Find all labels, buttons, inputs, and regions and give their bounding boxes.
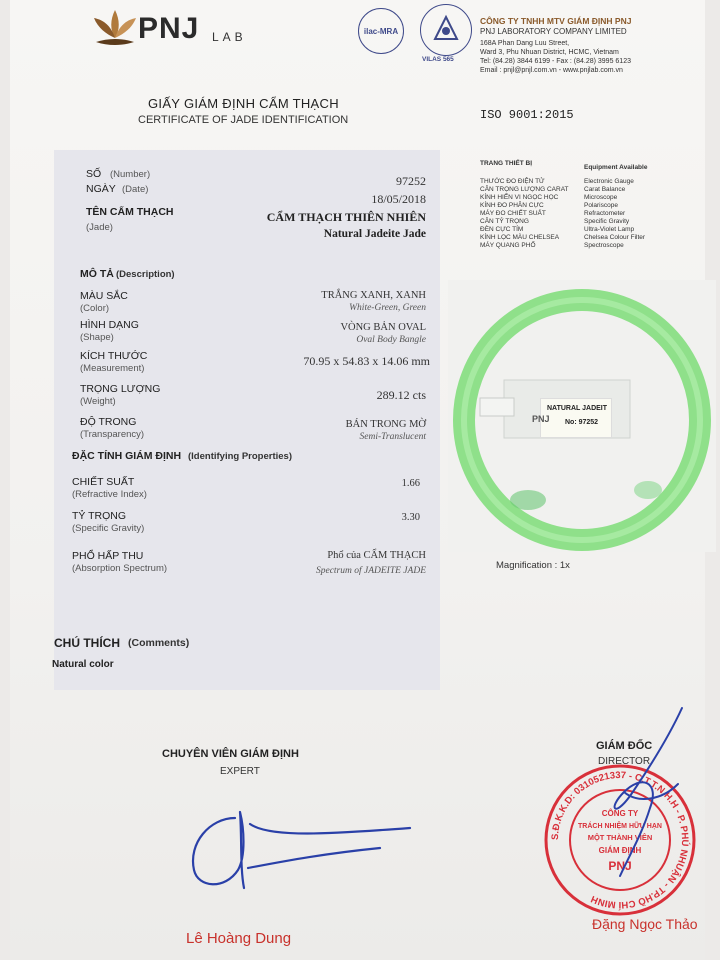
description-heading-vn: MÔ TẢ xyxy=(80,268,114,280)
equipment-item-en: Specific Gravity xyxy=(584,218,630,225)
director-title-vn: GIÁM ĐỐC xyxy=(596,740,653,752)
stamp-center-line: CÔNG TY xyxy=(601,809,639,818)
vilas-emblem-icon xyxy=(421,5,471,55)
certificate-date: 18/05/2018 xyxy=(371,192,426,206)
logo-text: PNJ xyxy=(138,12,200,45)
equipment-list-en xyxy=(584,178,645,250)
iso-certification: ISO 9001:2015 xyxy=(480,108,574,122)
spectrum-value-vn: Phổ của CẨM THẠCH xyxy=(327,550,426,561)
ilac-mra-text: ilac-MRA xyxy=(363,26,399,36)
equipment-item-en: Chelsea Colour Filter xyxy=(584,234,646,241)
description-heading-en: (Description) xyxy=(116,269,175,280)
spectrum-label-en: (Absorption Spectrum) xyxy=(72,563,168,574)
specific-gravity-label-vn: TỶ TRỌNG xyxy=(72,510,127,522)
equipment-item-vn: MÁY QUANG PHỔ xyxy=(480,242,536,249)
equipment-item-vn: ĐÈN CỰC TÍM xyxy=(480,226,524,233)
jade-label-vn: TÊN CẨM THẠCH xyxy=(86,206,174,218)
spectrum-label-vn: PHỔ HẤP THU xyxy=(72,550,144,562)
expert-title-en: EXPERT xyxy=(220,766,260,777)
shape-value-en: Oval Body Bangle xyxy=(356,335,426,345)
weight-label-vn: TRỌNG LƯỢNG xyxy=(80,383,161,395)
comments-heading-vn: CHÚ THÍCH xyxy=(54,636,120,650)
equipment-item-vn: CÂN TỶ TRỌNG xyxy=(480,218,529,225)
number-label-vn: SỐ xyxy=(86,168,102,180)
jade-label-en: (Jade) xyxy=(86,222,113,233)
address-line-1: 168A Phan Dang Luu Street, xyxy=(480,40,570,47)
bangle-photo xyxy=(448,280,716,552)
shape-label-vn: HÌNH DẠNG xyxy=(80,319,139,331)
equipment-item-vn: THƯỚC ĐO ĐIỆN TỬ xyxy=(480,178,545,185)
transparency-label-vn: ĐỘ TRONG xyxy=(80,416,137,428)
refractive-index-label-vn: CHIẾT SUẤT xyxy=(72,476,135,488)
jade-name-en: Natural Jadeite Jade xyxy=(323,228,426,240)
ilac-mra-badge xyxy=(358,8,404,54)
measurement-label-en: (Measurement) xyxy=(80,363,145,374)
comments-text: Natural color xyxy=(52,659,114,670)
jade-name-vn: CẨM THẠCH THIÊN NHIÊN xyxy=(266,210,426,224)
transparency-value-en: Semi-Translucent xyxy=(359,432,426,442)
properties-heading-en: (Identifying Properties) xyxy=(188,451,292,462)
photo-tag-line-2: No: 97252 xyxy=(565,419,599,426)
color-label-en: (Color) xyxy=(80,303,110,314)
equipment-item-en: Polariscope xyxy=(584,202,618,209)
refractive-index-label-en: (Refractive Index) xyxy=(72,489,147,500)
magnification: Magnification : 1x xyxy=(496,560,570,571)
comments-heading-en: (Comments) xyxy=(128,637,190,649)
transparency-label-en: (Transparency) xyxy=(80,429,145,440)
expert-signature-image xyxy=(180,798,420,898)
expert-title-vn: CHUYÊN VIÊN GIÁM ĐỊNH xyxy=(162,748,299,760)
director-name: Đặng Ngọc Thảo xyxy=(592,916,698,932)
color-value-en: White-Green, Green xyxy=(349,303,426,313)
certificate-number: 97252 xyxy=(396,174,426,188)
photo-tag-logo: PNJ xyxy=(532,414,550,424)
equipment-item-en: Electronic Gauge xyxy=(584,178,634,185)
equipment-item-vn: KÍNH ĐO PHÂN CỰC xyxy=(480,202,544,209)
company-name-vn: CÔNG TY TNHH MTV GIÁM ĐỊNH PNJ xyxy=(480,16,632,26)
vilas-badge xyxy=(420,4,472,56)
expert-name: Lê Hoàng Dung xyxy=(186,930,292,947)
equipment-heading-vn: TRANG THIẾT BỊ xyxy=(480,160,532,167)
color-value-vn: TRẮNG XANH, XANH xyxy=(321,290,426,301)
number-label-en: (Number) xyxy=(110,169,151,180)
equipment-item-en: Ultra-Violet Lamp xyxy=(584,226,635,233)
equipment-item-vn: KÍNH HIỂN VI NGỌC HỌC xyxy=(480,194,559,201)
photo-tag xyxy=(540,398,612,438)
equipment-item-en: Carat Balance xyxy=(584,186,626,193)
properties-heading-vn: ĐẶC TÍNH GIÁM ĐỊNH xyxy=(72,450,182,462)
equipment-item-vn: CÂN TRỌNG LƯỢNG CARAT xyxy=(480,186,569,193)
weight-value: 289.12 cts xyxy=(376,388,426,402)
date-label-en: (Date) xyxy=(122,184,149,195)
stamp-center-line: MỘT THÀNH VIÊN xyxy=(587,833,653,842)
equipment-heading-en: Equipment Available xyxy=(584,164,648,171)
equipment-item-en: Refractometer xyxy=(584,210,626,217)
pnj-lotus-logo-icon xyxy=(90,8,140,52)
shape-value-vn: VÒNG BẢN OVAL xyxy=(340,322,426,333)
photo-tag-line-1: NATURAL JADEIT xyxy=(547,405,608,412)
date-label-vn: NGÀY xyxy=(86,183,116,195)
director-title-en: DIRECTOR xyxy=(598,756,651,767)
email-web: Email : pnjl@pnjl.com.vn - www.pnjlab.com.vn xyxy=(480,67,623,74)
equipment-list-vn xyxy=(480,178,569,250)
equipment-item-en: Spectroscope xyxy=(584,242,624,249)
color-label-vn: MÀU SẮC xyxy=(80,290,128,302)
shape-label-en: (Shape) xyxy=(80,332,114,343)
certificate-paper xyxy=(10,0,705,960)
title-vn: GIẤY GIÁM ĐỊNH CẨM THẠCH xyxy=(148,96,339,111)
logo-subtext: LAB xyxy=(212,30,247,44)
specific-gravity-value: 3.30 xyxy=(401,512,420,523)
stamp-ring-text: S.Đ.K.K.D: 0310521337 - C.T.T.N.H.H - P. PHÚ NHUẬN - TP.HỒ CHÍ MINH xyxy=(549,769,691,911)
refractive-index-value: 1.66 xyxy=(401,478,420,489)
vilas-code: VILAS 565 xyxy=(422,56,454,63)
director-signature-image xyxy=(587,704,700,914)
transparency-value-vn: BÁN TRONG MỜ xyxy=(345,419,426,430)
spectrum-value-en: Spectrum of JADEITE JADE xyxy=(315,566,426,576)
equipment-item-vn: KÍNH LỌC MÀU CHELSEA xyxy=(480,234,560,241)
address-line-2: Ward 3, Phu Nhuan District, HCMC, Vietnam xyxy=(480,49,619,56)
equipment-item-vn: MÁY ĐO CHIẾT SUẤT xyxy=(480,210,546,217)
company-name-en: PNJ LABORATORY COMPANY LIMITED xyxy=(480,27,627,36)
measurement-value: 70.95 x 54.83 x 14.06 mm xyxy=(303,354,430,368)
specific-gravity-label-en: (Specific Gravity) xyxy=(72,523,145,534)
equipment-item-en: Microscope xyxy=(584,194,618,201)
title-en: CERTIFICATE OF JADE IDENTIFICATION xyxy=(138,114,349,126)
stamp-center-line: TRÁCH NHIỆM HỮU HẠN xyxy=(578,823,662,830)
stamp-center-line: GIÁM ĐỊNH xyxy=(598,846,642,855)
measurement-label-vn: KÍCH THƯỚC xyxy=(80,350,148,362)
weight-label-en: (Weight) xyxy=(80,396,116,407)
stamp-center-line: PNJ xyxy=(608,859,632,873)
phone-fax: Tel: (84.28) 3844 6199 - Fax : (84.28) 3995 6123 xyxy=(480,58,631,65)
